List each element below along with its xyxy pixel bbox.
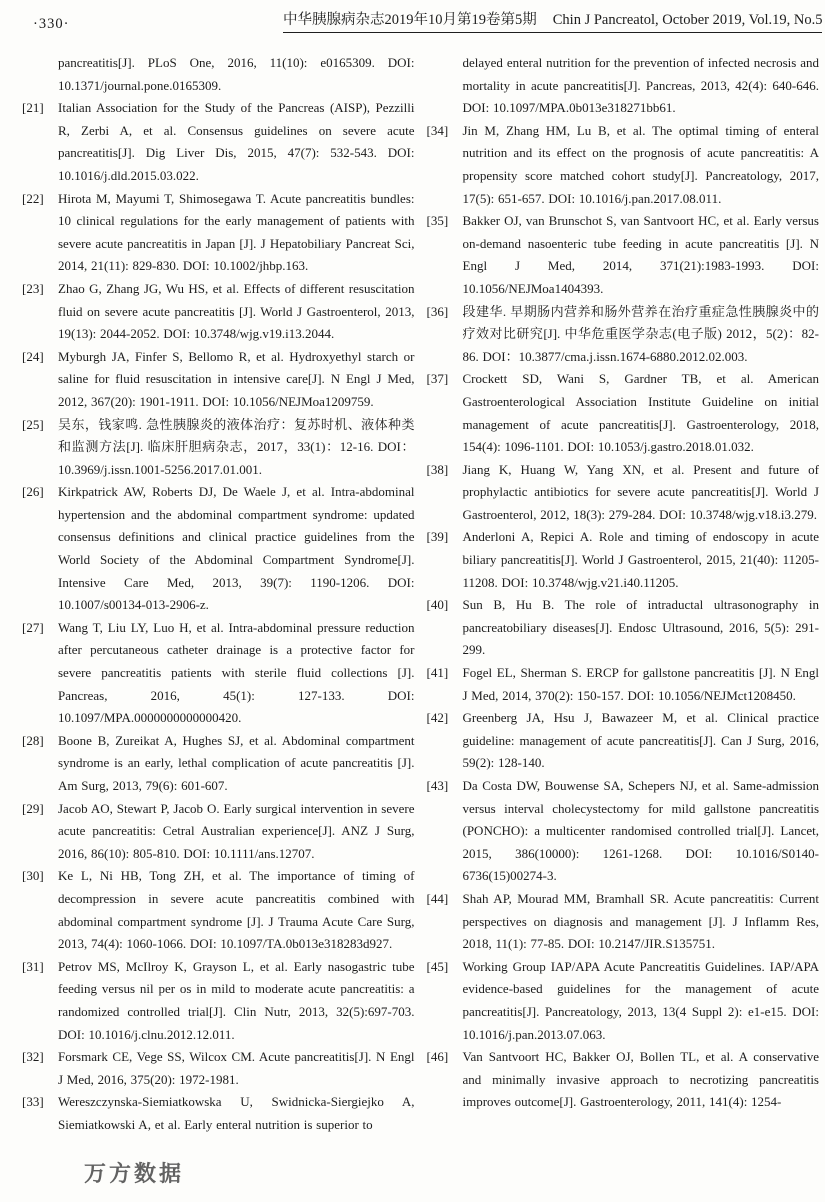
reference-item [22,798,415,866]
reference-item [427,888,820,956]
reference-item [427,52,820,120]
reference-text: Petrov MS, McIlroy K, Grayson L, et al. Early nasogastric tube feeding versus nil per os in mild to moderate acute pancreatitis: a randomized controlled trial[J]. Clin Nutr, 2013, 32(5):697-703. DOI: 10.1016/j.clnu.2012.12.011. [58,958,415,1042]
reference-text: Myburgh JA, Finfer S, Bellomo R, et al. Hydroxyethyl starch or saline for fluid resuscitation in intensive care[J]. N Engl J Med, 2012, 367(20): 1901-1911. DOI: 10.1056/NEJMoa1209759. [58,348,415,409]
reference-item [427,526,820,594]
reference-item [427,120,820,210]
reference-text: Zhao G, Zhang JG, Wu HS, et al. Effects of different resuscitation fluid on severe acute pancreatitis [J]. World J Gastroenterol, 2013, 19(13): 2044-2052. DOI: 10.3748/wjg.v19.i13.2044. [58,280,415,342]
reference-number: [24] [22,348,44,364]
reference-text: delayed enteral nutrition for the prevention of infected necrosis and mortality in acute pancreatitis[J]. Pancreas, 2013, 42(4): 640-646. DOI: 10.1097/MPA.0b013e318271bb61. [462,55,819,116]
reference-number: [23] [22,280,44,296]
reference-text: Hirota M, Mayumi T, Shimosegawa T. Acute pancreatitis bundles: 10 clinical regulations for the early management of patients with severe acute pancreatitis in Japan [J]. J Hepatobiliary Pancreat Sci, 2014, 21(11): 829-830. DOI: 10.1002/jhbp.163. [58,190,415,274]
reference-number: [21] [22,100,44,116]
reference-text: Jiang K, Huang W, Yang XN, et al. Present and future of prophylactic antibiotics for severe acute pancreatitis[J]. World J Gastroenterol, 2012, 18(3): 279-284. DOI: 10.3748/wjg.v18.i3.279. [462,461,819,522]
reference-text: Shah AP, Mourad MM, Bramhall SR. Acute pancreatitis: Current perspectives on diagnosis and management [J]. J Inflamm Res, 2018, 11(1): 77-85. DOI: 10.2147/JIR.S135751. [462,890,819,952]
reference-text: 段建华. 早期肠内营养和肠外营养在治疗重症急性胰腺炎中的疗效对比研究[J]. 中华危重医学杂志(电子版) 2012，5(2)：82-86. DOI：10.3877/cma.j.issn.1674-6880.2012.02.003. [462,303,819,364]
reference-text: Bakker OJ, van Brunschot S, van Santvoort HC, et al. Early versus on-demand nasoenteric tube feeding in acute pancreatitis [J]. N Engl J Med, 2014, 371(21):1983-1993. DOI: 10.1056/NEJMoa1404393. [462,213,819,296]
page-number: ·330· [33,16,70,32]
reference-item [427,956,820,1046]
reference-item [22,481,415,617]
reference-number: [28] [22,732,44,748]
wanfang-data-watermark: 万方数据 [84,1161,185,1186]
reference-item [22,1046,415,1091]
reference-number: [40] [426,597,449,613]
reference-text: Fogel EL, Sherman S. ERCP for gallstone pancreatitis [J]. N Engl J Med, 2014, 370(2): 150-157. DOI: 10.1056/NEJMct1208450. [462,665,819,703]
reference-text: Crockett SD, Wani S, Gardner TB, et al. American Gastroenterological Association Institute Guideline on initial management of acute pancreatitis[J]. Gastroenterology, 2018, 154(4): 1096-1101. DOI: 10.1053/j.gastro.2018.01.032. [462,371,819,455]
reference-column-left [22,52,415,1202]
reference-item [427,707,820,775]
reference-item [427,210,820,300]
reference-text: pancreatitis[J]. PLoS One, 2016, 11(10): e0165309. DOI: 10.1371/journal.pone.0165309. [58,55,415,93]
reference-column-right [427,52,820,1202]
reference-number: [44] [426,890,449,906]
reference-text: Kirkpatrick AW, Roberts DJ, De Waele J, et al. Intra-abdominal hypertension and the abdominal compartment syndrome: updated consensus definitions and clinical practice guidelines from the World Society of the Abdominal Compartment Syndrome[J]. Intensive Care Med, 2013, 39(7): 1190-1206. DOI: 10.1007/s00134-013-2906-z. [58,484,415,613]
reference-text: Sun B, Hu B. The role of intraductal ultrasonography in pancreatobiliary diseases[J]. Endosc Ultrasound, 2016, 5(5): 291-299. [462,597,819,658]
reference-item [22,97,415,187]
reference-item [427,594,820,662]
reference-number: [26] [22,484,44,500]
reference-item [22,1091,415,1136]
reference-item [427,301,820,369]
reference-item [427,662,820,707]
reference-number: [36] [426,303,449,319]
journal-title-english: Chin J Pancreatol, October 2019, Vol.19, No.5 [552,12,823,28]
reference-text: Working Group IAP/APA Acute Pancreatitis Guidelines. IAP/APA evidence-based guidelines for the management of acute pancreatitis[J]. Pancreatology, 2013, 13(4 Suppl 2): e1-e15. DOI: 10.1016/j.pan.2013.07.063. [462,958,819,1042]
reference-number: [32] [22,1049,44,1065]
reference-text: Forsmark CE, Vege SS, Wilcox CM. Acute pancreatitis[J]. N Engl J Med, 2016, 375(20): 1972-1981. [58,1049,415,1087]
reference-item [22,414,415,482]
reference-number: [31] [22,958,44,974]
reference-number: [41] [426,665,449,681]
reference-number: [22] [22,190,44,206]
reference-item [22,730,415,798]
reference-number: [39] [426,529,449,545]
reference-number: [33] [22,1094,44,1110]
reference-text: Jin M, Zhang HM, Lu B, et al. The optimal timing of enteral nutrition and its effect on the prognosis of acute pancreatitis: A propensity score matched cohort study[J]. Pancreatology, 2017, 17(5): 651-657. DOI: 10.1016/j.pan.2017.08.011. [462,122,819,206]
reference-item [22,278,415,346]
reference-number [22,52,58,97]
reference-text: Greenberg JA, Hsu J, Bawazeer M, et al. Clinical practice guideline: management of acute pancreatitis[J]. Can J Surg, 2016, 59(2): 128-140. [462,710,819,771]
reference-number: [42] [426,710,449,726]
reference-number: [45] [426,958,449,974]
reference-number: [43] [426,778,449,793]
page-header [33,11,823,33]
reference-text: Ke L, Ni HB, Tong ZH, et al. The importance of timing of decompression in severe acute pancreatitis combined with abdominal compartment syndrome [J]. J Trauma Acute Care Surg, 2013, 74(4): 1060-1066. DOI: 10.1097/TA.0b013e318283d927. [58,868,415,952]
reference-number [427,52,463,120]
reference-number: [35] [426,213,449,229]
reference-number: [27] [22,619,44,635]
reference-item [22,865,415,955]
reference-item [427,459,820,527]
reference-number: [25] [22,416,44,432]
reference-columns [22,52,819,1202]
reference-text: Da Costa DW, Bouwense SA, Schepers NJ, et al. Same-admission versus interval cholecystectomy for mild gallstone pancreatitis (PONCHO): a multicenter randomised controlled trial[J]. Lancet, 2015, 386(10000): 1261-1268. DOI: 10.1016/S0140-6736(15)00274-3. [462,778,819,884]
reference-text: Wang T, Liu LY, Luo H, et al. Intra-abdominal pressure reduction after percutaneous catheter drainage is a protective factor for severe pancreatitis patients with sterile fluid collections [J]. Pancreas, 2016, 45(1): 127-133. DOI: 10.1097/MPA.0000000000000420. [58,619,415,726]
reference-number: [34] [426,122,449,138]
reference-number: [46] [426,1049,449,1065]
reference-number: [30] [22,868,44,884]
reference-text: Wereszczynska-Siemiatkowska U, Swidnicka-Siergiejko A, Siemiatkowski A, et al. Early enteral nutrition is superior to [58,1094,415,1132]
reference-number: [38] [426,461,449,477]
reference-item [22,188,415,278]
journal-title-chinese: 中华胰腺病杂志2019年10月第19卷第5期 [283,12,537,28]
reference-item [22,617,415,730]
reference-item [427,368,820,458]
reference-text: Italian Association for the Study of the Pancreas (AISP), Pezzilli R, Zerbi A, et al. Consensus guidelines on severe acute pancreatitis[J]. Dig Liver Dis, 2015, 47(7): 532-543. DOI: 10.1016/j.dld.2015.03.022. [58,100,415,183]
reference-number: [29] [22,800,44,816]
reference-item [22,346,415,414]
running-head [283,11,822,33]
reference-text: Boone B, Zureikat A, Hughes SJ, et al. Abdominal compartment syndrome is an early, lethal complication of acute pancreatitis [J]. Am Surg, 2013, 79(6): 601-607. [58,732,415,793]
reference-number: [37] [426,371,449,387]
reference-item [22,52,415,97]
reference-item [427,1046,820,1114]
reference-text: Jacob AO, Stewart P, Jacob O. Early surgical intervention in severe acute pancreatitis: Cetral Australian experience[J]. ANZ J Surg, 2016, 86(10): 805-810. DOI: 10.1111/ans.12707. [58,800,415,861]
reference-text: Van Santvoort HC, Bakker OJ, Bollen TL, et al. A conservative and minimally invasive approach to necrotizing pancreatitis improves outcome[J]. Gastroenterology, 2011, 141(4): 1254- [462,1049,819,1110]
reference-text: 吴东，钱家鸣. 急性胰腺炎的液体治疗：复苏时机、液体种类和监测方法[J]. 临床肝胆病杂志，2017，33(1)：12-16. DOI：10.3969/j.issn.1001-5256.2017.01.001. [58,416,415,477]
reference-text: Anderloni A, Repici A. Role and timing of endoscopy in acute biliary pancreatitis[J]. World J Gastroenterol, 2015, 21(40): 11205-11208. DOI: 10.3748/wjg.v21.i40.11205. [462,529,819,590]
reference-item [22,956,415,1046]
reference-item [427,775,820,888]
